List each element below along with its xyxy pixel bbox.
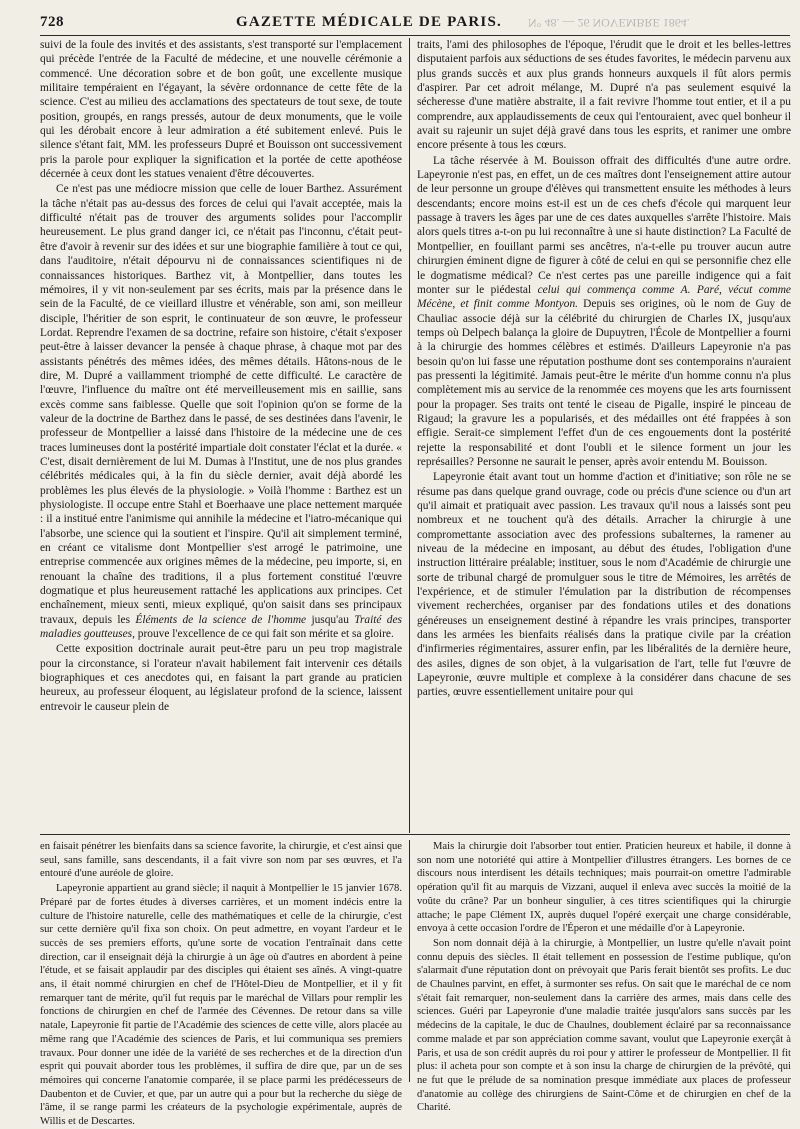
paragraph: traits, l'ami des philosophes de l'époque, l'érudit que le droit et les belles-lettres disputaient parfois aux séductions de ses études favorites, le médecin parvenu aux plus grands succès et aux plus grands honneurs auxquels il fût alors permis d'aspirer. Par cet adroit mélange, M. Dupré n'a pas seulement esquivé la sécheresse d'une matière abstraite, il a fait revivre l'homme tout entier, et il a pu comprendre, aux applaudissements de ceux qui l'entouraient, avec quel bonheur il avait su rajeunir un sujet déjà gravé dans tous les esprits, et ranimer une ombre encore présente à tous les cœurs. xyxy=(417,39,791,152)
article-column-4 xyxy=(417,840,791,1114)
paragraph: en faisait pénétrer les bienfaits dans sa science favorite, la chirurgie, et c'est ainsi que seul, sans famille, sans descendants, il a fait vivre son nom par ses œuvres, et l'a entouré d'une auréole de gloire. xyxy=(40,841,402,880)
newspaper-page xyxy=(36,12,791,1128)
page-header xyxy=(36,12,791,36)
journal-title: GAZETTE MÉDICALE DE PARIS. xyxy=(236,14,502,30)
article-column-2 xyxy=(417,38,791,833)
section-rule xyxy=(40,834,790,835)
paragraph: suivi de la foule des invités et des assistants, s'est transporté sur l'emplacement qui précède l'entrée de la Faculté de médecine, et une nouvelle cérémonie a commencé. Une décoration sobre et de bon goût, une excellente musique militaire tempéraient en l'égayant, la sévère ordonnance de cette fête de la science. C'est au milieu des acclamations des spectateurs de tout sexe, de toute position, groupés, en rangs pressés, autour de deux monuments, que le voile qui les dérobait encore à leur admiration a été subitement enlevé. Puis le silence s'étant fait, MM. les professeurs Dupré et Bouisson ont successivement pris la parole pour expliquer la signification et la portée de cette apothéose décernée à ceux dont les statues venaient d'être découvertes. xyxy=(40,39,402,181)
paragraph: Mais la chirurgie doit l'absorber tout entier. Praticien heureux et habile, il donne à son nom une notoriété qui attire à Montpellier d'illustres étrangers. Les bornes de ce discours nous interdisent les détails techniques; mais pourrait-on omettre l'admirable opération qu'il fit au marquis de Vizzani, auquel il enleva avec succès la moitié de la voûte du crâne? Par un bonheur singulier, à ces titres scientifiques qui la chirurgie attache; le pape Clément IX, auprès duquel l'opéré exerçait une charge considérable, envoya à cette occasion l'ordre de l'Éperon et une médaille d'or à Lapeyronie. xyxy=(417,841,791,935)
column-divider-top xyxy=(409,38,410,833)
paragraph: Lapeyronie était avant tout un homme d'action et d'initiative; son rôle ne se résume pas dans quelque grand ouvrage, code ou précis d'une science ou d'un art qu'il aimait et pratiquait avec passion. Les travaux qu'il nous a laissés sont peu nombreux et ne touchent qu'à des détails. Arracher la chirurgie à une compromettante association avec des professions subalternes, la ramener au niveau de la médecine en imposant, au début des études, l'obligation d'une instruction littéraire préalable; instituer, sous le nom d'Académie de chirurgie une sorte de tribunal chargé de promulguer sous le titre de Mémoires, les arrêtés de l'expérience, et de stimuler l'émulation par la distribution de récompenses vivement recherchées, organiser par des fondations utiles et des donations généreuses un enseignement destiné à répandre les vrais principes, transporter dans les armées les bienfaits réalisés dans la pratique civile par la création d'infirmeries régimentaires, assurer enfin, par les libéralités de la dernière heure, des asiles, dignes de son objet, à la vulgarisation de l'art, telle fut l'œuvre de Lapeyronie, œuvre multiple et complexe à la considérer dans chacune de ses parties, œuvre essentiellement unitaire pour qui xyxy=(417,471,791,699)
bleed-through-date: N° 48. — 26 NOVEMBRE 1864. xyxy=(528,16,690,30)
paragraph: La tâche réservée à M. Bouisson offrait des difficultés d'une autre ordre. Lapeyronie n'est pas, en effet, un de ces maîtres dont l'enseignement attire autour de leur personne un groupe d'élèves qui transmettent ensuite les méthodes à leurs descendants; encore moins est-il est un de ces chefs d'école qui marquent leur passage à travers les âges par une de ces dates auxquelles s'arrête l'histoire. Mais alors quels titres a-t-on pu lui reconnaître à une si haute distinction? La Faculté de Montpellier, en fouillant parmi ses ancêtres, n'a-t-elle pu trouver aucun autre chirurgien éminent digne de figurer à côté de celui en qui se personnifie chez elle le dogmatisme médical? Ce n'est certes pas une pareille indigence qui a fait monter sur le piédestal celui qui commença comme A. Paré, vécut comme Mécène, et finit comme Montyon. Depuis ses origines, où le nom de Guy de Chauliac associe déjà sur la célébrité du chirurgien de Charles IX, jusqu'aux temps où Delpech balança la gloire de Dupuytren, l'École de Montpellier a fourni à la chirurgie des hommes célèbres et estimés. D'ailleurs Lapeyronie n'a pas besoin qu'on lui fasse une réputation posthume dont ses contemporains n'auraient pas pressenti la légitimité. Jamais peut-être le mérite d'un homme connu n'a plus complètement mis au service de la renommée ces moyens que les arts fournissent pour la propager. Ses traits ont tenté le ciseau de Pigalle, inspiré le pinceau de Rigaud; la gravure les a popularisés, et des médailles ont été frappées à son effigie. Serait-ce simplement l'effet d'un de ces engouements dont la postérité rejette la responsabilité et dont l'oubli et le silence forment un jour les représailles? Personne ne saurait le penser, après avoir entendu M. Bouisson. xyxy=(417,154,791,468)
quotation: celui qui commença comme A. Paré, vécut comme Mécène, et finit comme Montyon. xyxy=(417,283,791,311)
article-column-1 xyxy=(40,38,402,833)
column-divider-bottom xyxy=(409,840,410,1082)
paragraph: Cette exposition doctrinale aurait peut-être paru un peu trop magistrale pour la circonstance, si l'orateur n'avait habilement fait intervenir ces détails biographiques et ces anecdotes qui, en faisant la part grande au praticien heureux, au professeur éloquent, au législateur profond de la science, laissent entrevoir le causeur plein de xyxy=(40,643,402,713)
page-number: 728 xyxy=(40,14,64,30)
paragraph: Son nom donnait déjà à la chirurgie, à Montpellier, un lustre qu'elle n'avait point connu depuis des siècles. Il était tellement en possession de l'estime publique, qu'on s'alarmait d'une réputation dont on prévoyait que Paris ferait bientôt ses profits. Le duc de Chaulnes parvint, en effet, à surmonter ses refus. On sait que le maréchal de ce nom s'était fait remarquer, non-seulement dans la carrière des armes, mais dans celle des sciences. Guéri par Lapeyronie d'une maladie traitée jusqu'alors sans succès par les médecins de la capitale, le duc de Chaulnes, doublement éclairé par sa reconnaissance comme malade et par son appréciation comme savant, voulut que Lapeyronie exerçât à Paris, et usa de son crédit auprès du roi pour y attirer le professeur de Montpellier. Il fit plus: il acheta pour son compte et à son insu la charge de chirurgien de la prévôté, qui ne fut que le prélude de sa nomination presque immédiate aux places de professeur d'anatomie au collège des chirurgiens de Saint-Côme et de chirurgien en chef de la Charité. xyxy=(417,937,791,1114)
book-title: Éléments de la science de l'homme xyxy=(135,613,307,626)
article-column-3 xyxy=(40,840,402,1128)
header-rule xyxy=(40,35,790,36)
paragraph: Ce n'est pas une médiocre mission que celle de louer Barthez. Assurément la tâche n'était pas au-dessus des forces de celui qui l'avait acceptée, mais la difficulté n'était pas de trouver des arguments solides pour l'accomplir heureusement. Le plus grand danger ici, ce n'était pas l'inconnu, c'était peut-être d'avoir à revenir sur des idées et sur une biographie familière à tout ce qui, dans l'auditoire, n'était dépourvu ni de connaissances scientifiques ni de connaissances historiques. Barthez vit, à Montpellier, dans toutes les mémoires, il y vit non-seulement par ses écrits, mais par la présence dans le sein de la Faculté, de ce vieillard illustre et vénérable, son ami, son meilleur disciple, l'héritier de son esprit, le continuateur de son œuvre, le professeur Lordat. Reprendre l'examen de sa doctrine, refaire son histoire, c'était s'exposer peut-être à laisser devancer la pensée à chaque phrase, à chaque mot par des assistants pénétrés des mêmes idées, des mêmes détails. Hâtons-nous de le dire, M. Dupré a vaillamment triomphé de cette difficulté. Le caractère de l'œuvre, l'influence du maître ont été merveilleusement mis en saillie, sans excès comme sans faiblesse. Quelle que soit l'opinion qu'on se forme de la valeur de la doctrine de Barthez dans le passé, de ses destinées dans l'avenir, le professeur de Montpellier a laissé dans l'histoire de la médecine une de ces traces lumineuses dont la postérité impartiale doit constater l'éclat et la durée. « C'est, disait dernièrement de lui M. Dumas à l'Institut, une de nos plus grandes célébrités médicales qui, à la fin du siècle dernier, avait déjà abordé les problèmes les plus élevés de la physiologie. » Voilà l'homme : Barthez est un physiologiste. Il occupe entre Stahl et Boerhaave une place nettement marquée : il a institué entre l'animisme qui annihile la médecine et l'iatro-mécanique qui l'absorbe, une science qui la soutient et l'inspire. Qu'il ait simplement terminé, en créant ce vitalisme dont Montpellier s'est arrogé le patrimoine, une entreprise commencée aux origines mêmes de la médecine, peu importe, si, en renouant la chaîne des traditions, il a plus fortement constitué l'œuvre dogmatique et plus heureusement rattaché les applications aux principes. Cet enchaînement, mieux senti, mieux expliqué, qu'on saisit dans ses principaux travaux, depuis les Éléments de la science de l'homme jusqu'au Traité des maladies goutteuses, prouve l'excellence de ce qui fait son mérite et sa gloire. xyxy=(40,183,402,641)
paragraph: Lapeyronie appartient au grand siècle; il naquit à Montpellier le 15 janvier 1678. Préparé par de fortes études à diverses carrières, et un moment indécis entre la culture de l'histoire naturelle, celle des mathématiques et celle de la chirurgie, c'est sur cette dernière qu'il fixa son choix. On peut admettre, en voyant l'ardeur et le succès de ses premiers efforts, qu'une sorte de vocation l'entraînait dans cette direction, car il enseignait déjà la chirurgie à un âge où d'autres en abordent à peine l'étude, et se faisait applaudir par des disciples qui étaient ses aînés. A vingt-quatre ans, il était nommé chirurgien en chef de l'Hôtel-Dieu de Montpellier, et il y fit remarquer tant de mérite, qu'il fut requis par le maréchal de Villars pour remplir les fonctions de chirurgien en chef de l'armée des Cévennes. De retour dans sa ville natale, Lapeyronie fit partie de l'Académie des sciences de cette ville, alors placée au même rang que l'Académie des sciences de Paris, et lui communiqua ses premiers travaux. Pour donner une idée de la variété de ses recherches et de la direction d'un esprit qui pouvait aborder tous les problèmes, il suffira de dire que, par un de ses mémoires qui concerne l'anatomie comparée, il se place parmi les prédécesseurs de Daubenton et de Cuvier, et que, par un autre qui a pour but la recherche du siège de l'âme, il se range parmi les créateurs de la psychologie expérimentale, auprès de Willis et de Descartes. xyxy=(40,883,402,1128)
book-title: Traité des maladies goutteuses, xyxy=(40,613,402,641)
